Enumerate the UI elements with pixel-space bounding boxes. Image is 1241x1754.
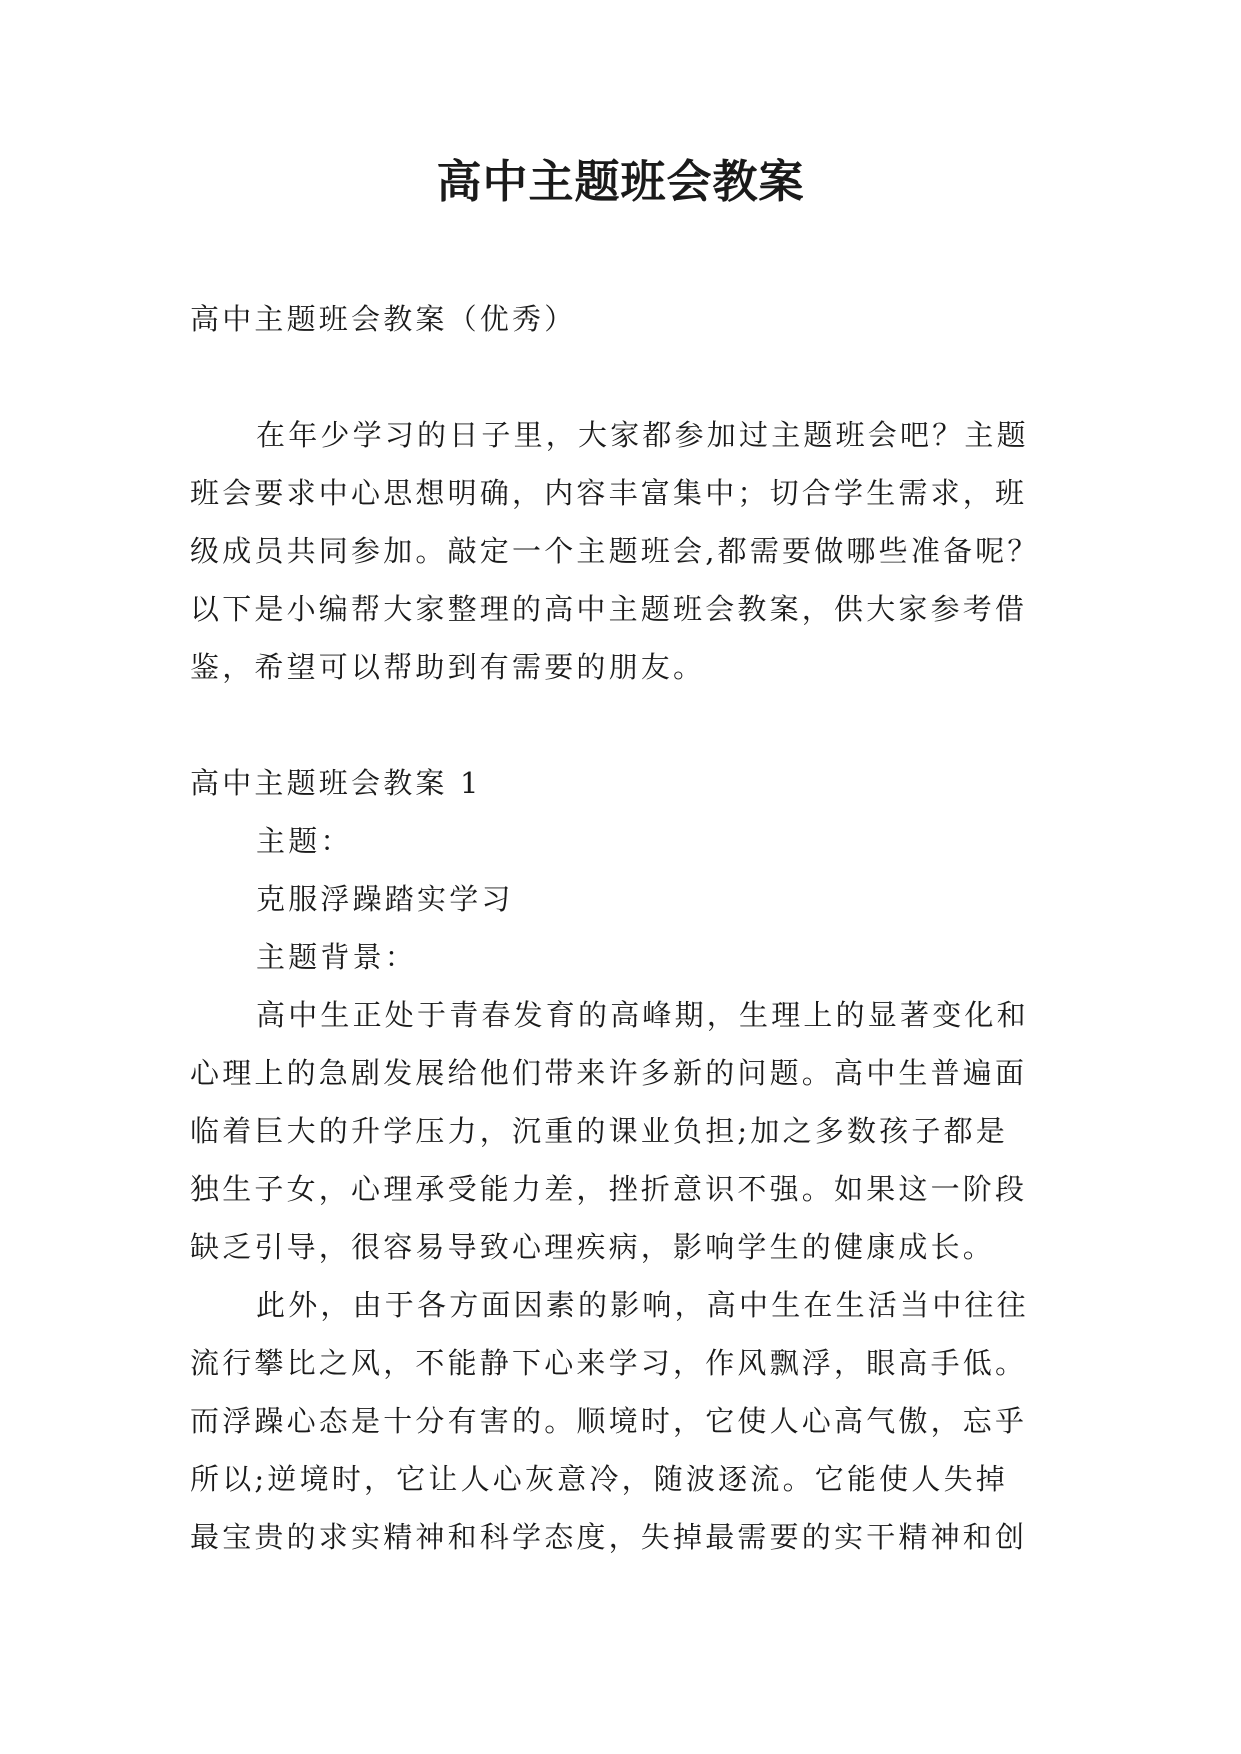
paragraph-line: 鉴，希望可以帮助到有需要的朋友。 <box>190 650 706 684</box>
background-paragraph <box>190 986 1050 1276</box>
document-body <box>190 290 1050 1566</box>
paragraph-line: 流行攀比之风，不能静下心来学习，作风飘浮，眼高手低。 <box>190 1346 1028 1380</box>
paragraph-line: 独生子女，心理承受能力差，挫折意识不强。如果这一阶段 <box>190 1172 1028 1206</box>
paragraph-line: 班会要求中心思想明确，内容丰富集中；切合学生需求，班 <box>190 476 1028 510</box>
document-title: 高中主题班会教案 <box>436 155 805 208</box>
paragraph-line: 临着巨大的升学压力，沉重的课业负担;加之多数孩子都是 <box>190 1114 1008 1148</box>
background-label: 主题背景： <box>256 940 418 974</box>
paragraph-line: 高中生正处于青春发育的高峰期，生理上的显著变化和 <box>256 998 1029 1032</box>
paragraph-line: 以下是小编帮大家整理的高中主题班会教案，供大家参考借 <box>190 592 1028 626</box>
paragraph-line: 而浮躁心态是十分有害的。顺境时，它使人心高气傲，忘乎 <box>190 1404 1028 1438</box>
spacer <box>190 348 1050 406</box>
intro-paragraph <box>190 406 1050 696</box>
paragraph-line: 在年少学习的日子里，大家都参加过主题班会吧？主题 <box>256 418 1029 452</box>
paragraph-line: 级成员共同参加。敲定一个主题班会,都需要做哪些准备呢？ <box>190 534 1040 568</box>
paragraph-line: 最宝贵的求实精神和科学态度，失掉最需要的实干精神和创 <box>190 1520 1028 1554</box>
spacer <box>190 696 1050 754</box>
document-subtitle: 高中主题班会教案（优秀） <box>190 302 577 336</box>
paragraph-line: 此外，由于各方面因素的影响，高中生在生活当中往往 <box>256 1288 1029 1322</box>
paragraph-line: 所以;逆境时，它让人心灰意冷，随波逐流。它能使人失掉 <box>190 1462 1008 1496</box>
theme-value: 克服浮躁踏实学习 <box>256 882 514 916</box>
section-heading: 高中主题班会教案 1 <box>190 766 482 800</box>
paragraph-line: 缺乏引导，很容易导致心理疾病，影响学生的健康成长。 <box>190 1230 996 1264</box>
paragraph-line: 心理上的急剧发展给他们带来许多新的问题。高中生普遍面 <box>190 1056 1028 1090</box>
second-paragraph <box>190 1276 1050 1566</box>
theme-label: 主题： <box>256 824 353 858</box>
